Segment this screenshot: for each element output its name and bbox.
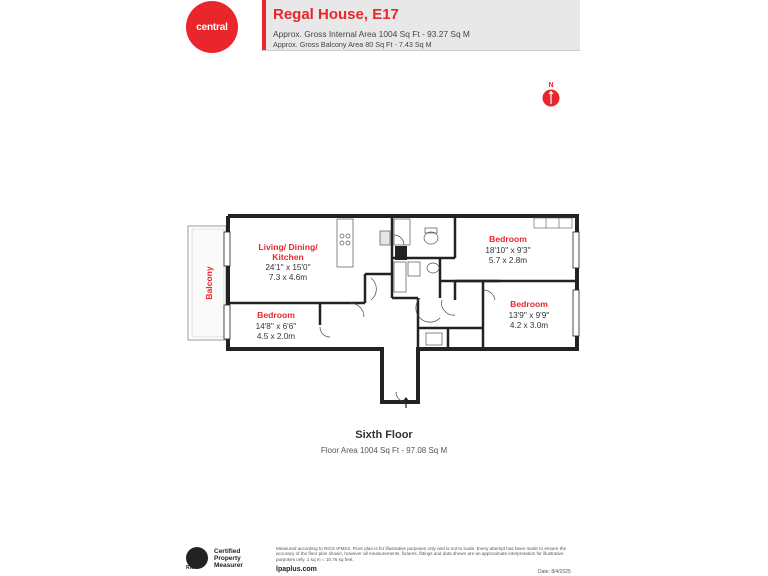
certified-line1: Certified <box>214 548 241 555</box>
door-swings <box>320 235 495 402</box>
bedroom2-imperial: 13'9'' x 9'9'' <box>508 311 550 320</box>
logo-text: central <box>196 21 228 33</box>
service-duct <box>395 246 407 260</box>
living-name-line2: Kitchen <box>272 252 304 262</box>
living-metric: 7.3 x 4.6m <box>268 273 308 282</box>
certified-line3: Measurer <box>214 562 243 569</box>
bedroom2-metric: 4.2 x 3.0m <box>509 321 549 330</box>
balcony-area-text: Approx. Gross Balcony Area 80 Sq Ft - 7.43 Sq M <box>273 40 432 49</box>
rics-certified-badge <box>186 547 268 573</box>
living-imperial: 24'1'' x 15'0'' <box>265 263 311 272</box>
bedroom3-imperial: 14'8'' x 6'6'' <box>255 322 297 331</box>
property-title: Regal House, E17 <box>273 6 399 23</box>
bedroom1-imperial: 18'10'' x 9'3'' <box>485 246 531 255</box>
rics-text: RICS <box>186 565 198 571</box>
floor-area-text: Floor Area 1004 Sq Ft - 97.08 Sq M <box>320 446 448 455</box>
bedroom2-name: Bedroom <box>510 299 548 309</box>
bedroom1-name: Bedroom <box>489 234 527 244</box>
balcony-label: Balcony <box>204 266 214 300</box>
certified-measurer-text <box>214 548 264 569</box>
plan-date: Date: 8/4/2025 <box>538 569 571 575</box>
floor-title: Sixth Floor <box>355 429 413 441</box>
wardrobes <box>534 218 572 228</box>
bedroom1-metric: 5.7 x 2.8m <box>488 256 528 265</box>
internal-area-text: Approx. Gross Internal Area 1004 Sq Ft - 93.27 Sq M <box>273 29 470 39</box>
bedroom3-metric: 4.5 x 2.0m <box>256 332 296 341</box>
living-name-line1: Living/ Dining/ <box>258 242 318 252</box>
room-labels <box>204 234 550 341</box>
website-link[interactable]: lpaplus.com <box>276 566 317 573</box>
disclaimer-text: Measured according to RICS IPMS2. Floor plan is for illustrative purposes only and is not to scale. Every attempt has been made to ensure the accuracy of the floor plan shown, however all measurements, fixtures, fittings and data shown are an approximate interpretation for illustrative purposes only. 1 sq m = 10.76 sq feet. <box>276 546 567 562</box>
certified-line2: Property <box>214 555 241 562</box>
kitchen-fittings <box>337 219 390 267</box>
bedroom3-name: Bedroom <box>257 310 295 320</box>
north-label: N <box>548 82 554 89</box>
